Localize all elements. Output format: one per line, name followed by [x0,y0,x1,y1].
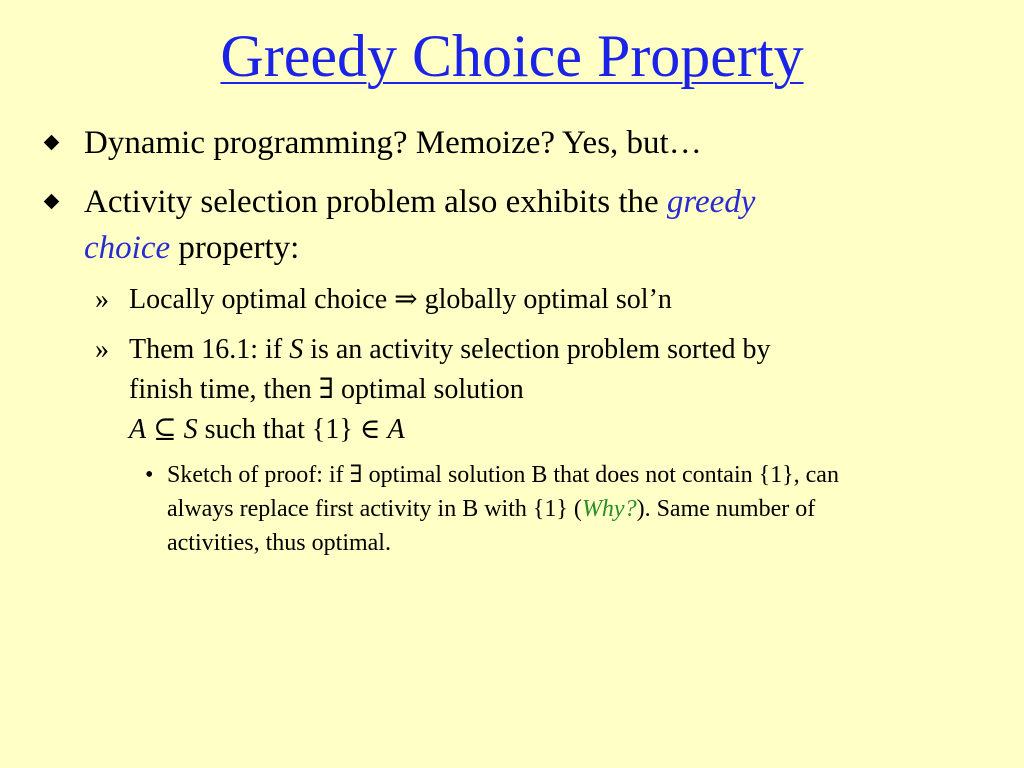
diamond-bullet-icon [44,135,60,151]
subset-symbol: ⊆ [146,414,184,445]
dot-bullet-icon: • [145,462,154,488]
bullet-text-before: Activity selection problem also exhibits the [84,184,667,220]
emphasis-choice: choice [84,230,171,266]
proof-line2-after: ). Same number of [636,496,816,522]
proof-line1: Sketch of proof: if ∃ optimal solution B that does not contain {1}, can [167,462,839,488]
diamond-bullet-icon [44,194,60,210]
var-a2: A [387,414,405,445]
var-a: A [129,414,147,445]
sub-sub-bullet-proof-sketch [145,458,977,560]
proof-line3: activities, thus optimal. [167,530,391,556]
theorem-line2: finish time, then ∃ optimal solution [129,374,524,405]
var-s: S [289,334,304,365]
sub-bullet-text: Locally optimal choice ⇒ globally optimal sol’n [129,284,672,315]
emphasis-greedy: greedy [666,184,756,220]
guillemet-bullet-icon: » [95,334,109,365]
proof-line2-before: always replace first activity in B with {1} ( [167,496,582,522]
bullet-dynamic-programming [84,120,944,166]
sub-bullet-theorem [95,330,949,450]
theorem-line1-rest: is an activity selection problem sorted by [303,334,771,365]
bullet-activity-selection [84,179,944,271]
theorem-line1: Them 16.1: if [129,334,290,365]
sub-bullet-locally-optimal [95,280,949,320]
emphasis-why: Why? [581,496,637,522]
slide-title: Greedy Choice Property [220,23,804,89]
var-s2: S [183,414,198,445]
guillemet-bullet-icon: » [95,284,109,315]
bullet-text: Dynamic programming? Memoize? Yes, but… [84,125,702,161]
bullet-text-after: property: [170,230,300,266]
theorem-line3: such that {1} ∈ [197,414,388,445]
